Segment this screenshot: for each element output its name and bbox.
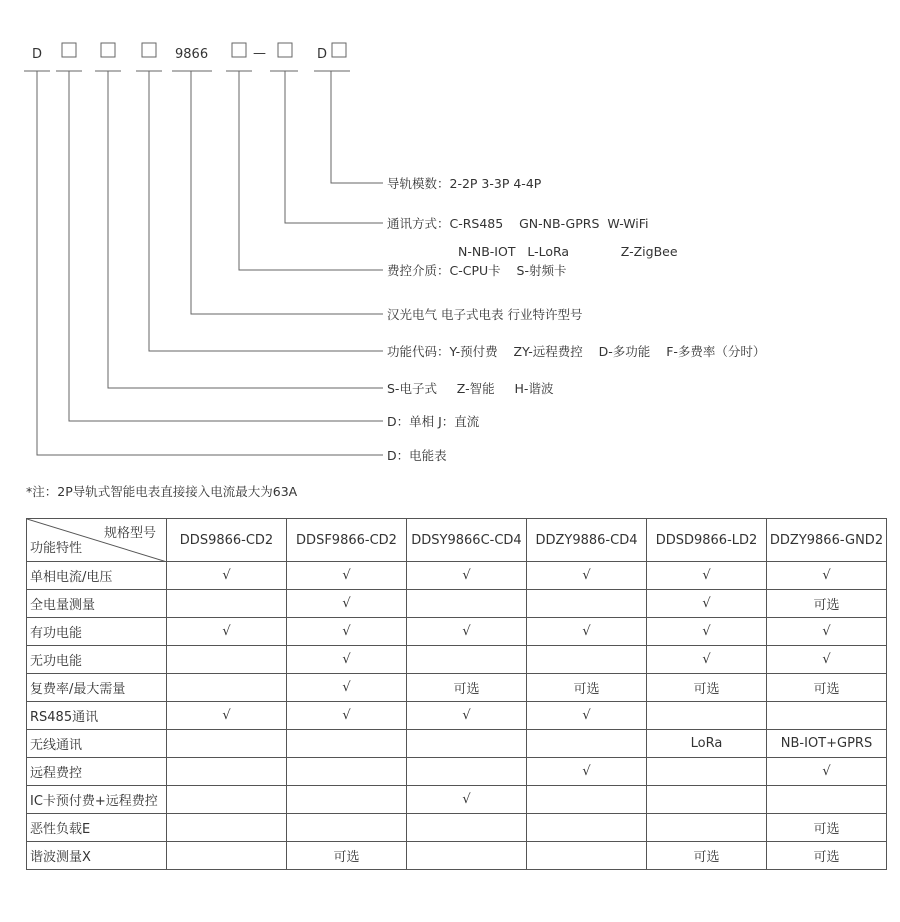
table-cell — [167, 646, 287, 674]
table-cell: √ — [527, 758, 647, 786]
legend-function-code: 功能代码：Y-预付费 ZY-远程费控 D-多功能 F-多费率（分时） — [387, 344, 766, 359]
table-cell — [167, 842, 287, 870]
table-row — [27, 842, 887, 870]
table-cell: LoRa — [647, 730, 767, 758]
table-cell: √ — [767, 618, 887, 646]
feature-label: 复费率/最大需量 — [27, 674, 167, 702]
code-box-1 — [62, 43, 76, 57]
table-cell — [527, 590, 647, 618]
code-box-4 — [232, 43, 246, 57]
table-row — [27, 590, 887, 618]
table-header-row — [27, 519, 887, 562]
table-cell: √ — [647, 646, 767, 674]
table-cell: √ — [527, 562, 647, 590]
table-cell — [167, 814, 287, 842]
table-cell: 可选 — [647, 842, 767, 870]
code-box-3 — [142, 43, 156, 57]
code-dash: — — [253, 46, 266, 61]
table-row — [27, 814, 887, 842]
table-cell — [407, 590, 527, 618]
feature-label: IC卡预付费+远程费控 — [27, 786, 167, 814]
feature-label: 远程费控 — [27, 758, 167, 786]
footnote: *注：2P导轨式智能电表直接接入电流最大为63A — [26, 484, 298, 499]
table-cell: √ — [287, 702, 407, 730]
legend-phase: D：单相 J：直流 — [387, 414, 480, 429]
table-cell — [407, 758, 527, 786]
code-box-2 — [101, 43, 115, 57]
legend-comm-mode: 通讯方式：C-RS485 GN-NB-GPRS W-WiFi — [387, 216, 649, 231]
table-cell: √ — [407, 786, 527, 814]
table-cell: √ — [647, 618, 767, 646]
table-cell: √ — [167, 702, 287, 730]
table-row — [27, 758, 887, 786]
leader-phase — [69, 71, 383, 421]
leader-comm-mode — [285, 71, 383, 223]
code-letter-d: D — [32, 47, 43, 62]
table-cell — [647, 814, 767, 842]
leader-licensed-model — [191, 71, 383, 314]
code-letter-d-last: D — [317, 47, 328, 62]
table-row — [27, 562, 887, 590]
legend-guide-module: 导轨模数：2-2P 3-3P 4-4P — [387, 176, 542, 191]
table-cell: √ — [647, 590, 767, 618]
table-cell — [167, 758, 287, 786]
feature-label: 恶性负载E — [27, 814, 167, 842]
table-cell — [407, 646, 527, 674]
table-row — [27, 646, 887, 674]
table-cell: NB-IOT+GPRS — [767, 730, 887, 758]
table-row — [27, 618, 887, 646]
table-row — [27, 730, 887, 758]
feature-label: 单相电流/电压 — [27, 562, 167, 590]
table-cell: 可选 — [287, 842, 407, 870]
table-cell — [527, 646, 647, 674]
table-cell: √ — [287, 590, 407, 618]
feature-label: 有功电能 — [27, 618, 167, 646]
feature-label: 谐波测量X — [27, 842, 167, 870]
table-cell: 可选 — [767, 842, 887, 870]
table-cell: √ — [407, 562, 527, 590]
table-cell — [407, 730, 527, 758]
table-cell: 可选 — [767, 590, 887, 618]
table-cell: 可选 — [647, 674, 767, 702]
table-cell: √ — [767, 646, 887, 674]
corner-cell — [27, 519, 167, 562]
legend-energy-meter: D：电能表 — [387, 448, 447, 463]
table-cell: √ — [287, 562, 407, 590]
table-cell: √ — [527, 618, 647, 646]
table-cell: √ — [167, 562, 287, 590]
table-cell — [647, 702, 767, 730]
legend-licensed-model: 汉光电气 电子式电表 行业特许型号 — [387, 307, 583, 322]
feature-label: 无功电能 — [27, 646, 167, 674]
table-cell — [287, 786, 407, 814]
code-box-5 — [278, 43, 292, 57]
table-cell — [407, 814, 527, 842]
table-cell — [167, 590, 287, 618]
table-cell — [287, 730, 407, 758]
table-cell: √ — [167, 618, 287, 646]
model-header: DDSD9866-LD2 — [647, 519, 767, 562]
table-cell — [527, 730, 647, 758]
table-cell: 可选 — [407, 674, 527, 702]
table-cell: √ — [527, 702, 647, 730]
table-cell: 可选 — [767, 814, 887, 842]
table-cell — [767, 786, 887, 814]
table-cell — [167, 674, 287, 702]
table-cell: 可选 — [527, 674, 647, 702]
table-cell: √ — [767, 758, 887, 786]
legend-meter-type: S-电子式 Z-智能 H-谐波 — [387, 381, 554, 396]
feature-label: RS485通讯 — [27, 702, 167, 730]
model-header: DDSY9866C-CD4 — [407, 519, 527, 562]
feature-label: 无线通讯 — [27, 730, 167, 758]
code-box-6 — [332, 43, 346, 57]
table-cell — [647, 758, 767, 786]
legend-comm-mode-line2: N-NB-IOT L-LoRa Z-ZigBee — [458, 244, 678, 259]
table-cell: √ — [647, 562, 767, 590]
model-header: DDS9866-CD2 — [167, 519, 287, 562]
table-cell — [527, 814, 647, 842]
table-row — [27, 674, 887, 702]
table-cell — [767, 702, 887, 730]
table-cell — [167, 786, 287, 814]
corner-top-label: 规格型号 — [103, 526, 156, 541]
table-cell: √ — [407, 618, 527, 646]
feature-label: 全电量测量 — [27, 590, 167, 618]
leader-fee-media — [239, 71, 383, 270]
table-row — [27, 702, 887, 730]
table-cell: √ — [767, 562, 887, 590]
table-cell: √ — [287, 618, 407, 646]
leader-function-code — [149, 71, 383, 351]
table-cell — [527, 842, 647, 870]
table-cell — [407, 842, 527, 870]
table-row — [27, 786, 887, 814]
model-header: DDZY9886-CD4 — [527, 519, 647, 562]
table-cell — [287, 814, 407, 842]
table-cell — [527, 786, 647, 814]
model-header: DDZY9866-GND2 — [767, 519, 887, 562]
code-model-number: 9866 — [175, 47, 209, 62]
table-cell: √ — [287, 674, 407, 702]
spec-table — [26, 518, 887, 870]
corner-bottom-label: 功能特性 — [30, 541, 83, 556]
table-cell — [647, 786, 767, 814]
leader-guide-module — [331, 71, 383, 183]
table-cell: √ — [287, 646, 407, 674]
table-cell: 可选 — [767, 674, 887, 702]
table-cell: √ — [407, 702, 527, 730]
model-header: DDSF9866-CD2 — [287, 519, 407, 562]
table-cell — [287, 758, 407, 786]
spec-table-body — [27, 562, 887, 870]
table-cell — [167, 730, 287, 758]
legend-fee-media: 费控介质：C-CPU卡 S-射频卡 — [387, 263, 567, 278]
